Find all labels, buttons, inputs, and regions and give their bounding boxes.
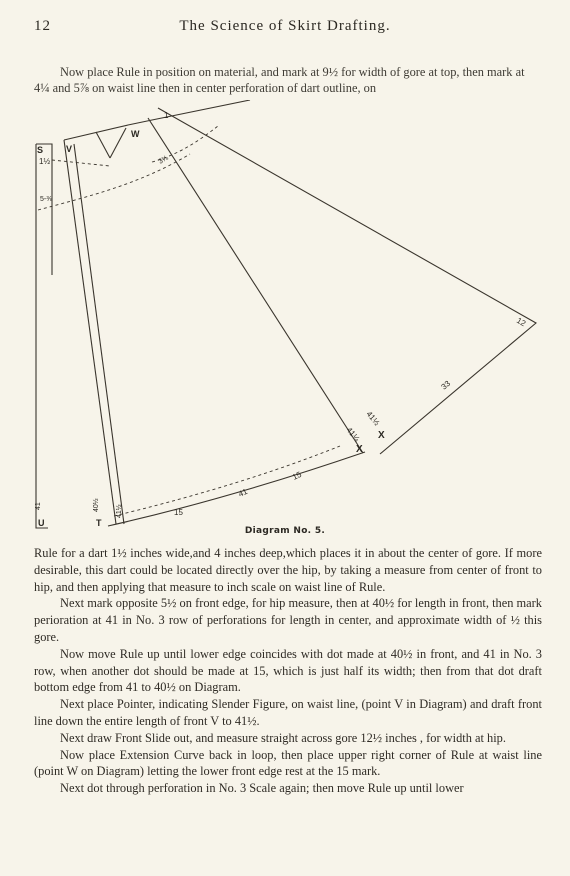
label-t-measure: 40½: [93, 498, 100, 512]
body-paragraph: Now move Rule up until lower edge coincides with dot made at 40½ in front, and 41 in No. 3 row, when another dot should be made at 15, which is just half its width; then from that dot draft bottom edge from 41 to 40½ on Diagram.: [34, 646, 542, 695]
body-paragraph: Rule for a dart 1½ inches wide,and 4 inches deep,which places it in about the center of gore. If more desirable, this dart could be located directly over the hip, by taking a measure from center of front to hip, and then applying that measure to inch scale on waist line of Rule.: [34, 546, 542, 594]
running-title: The Science of Skirt Drafting.: [179, 18, 391, 34]
label-u: U: [38, 518, 45, 528]
body-paragraph: Next mark opposite 5½ on front edge, for hip measure, then at 40½ for length in front, then mark perioration at 41 in No. 3 row of perforations for length in center, and approximate width of ½ this gore.: [34, 596, 542, 644]
body-paragraph: Now place Extension Curve back in loop, then place upper right corner of Rule at waist line (point W on Diagram) letting the lower front edge rest at the 15 mark.: [34, 747, 542, 779]
label-top-corner: 1: [164, 111, 169, 120]
bottom-dashed-curve: [114, 446, 340, 516]
label-dart-mark: 3⅛: [157, 154, 170, 166]
body-paragraph: Next draw Front Slide out, and measure straight across gore 12½ inches , for width at hip.: [60, 730, 506, 745]
label-edge-x-lower: X: [356, 444, 363, 455]
label-w: W: [131, 129, 140, 139]
inner-front-line: [74, 144, 124, 524]
front-line: [64, 140, 116, 524]
label-t: T: [96, 518, 102, 528]
label-edge-33: 33: [439, 378, 453, 392]
dart-right: [110, 128, 126, 158]
front-gore-outline: [64, 100, 250, 140]
label-edge-12: 12: [515, 315, 528, 329]
label-v: V: [66, 144, 73, 154]
label-edge-41: 41: [237, 486, 249, 499]
label-left-hip: 5-⅜: [40, 196, 53, 203]
back-gore-top-edge: [158, 108, 536, 454]
label-s: S: [37, 145, 44, 155]
intro-paragraph: [34, 64, 540, 96]
body-text: [34, 545, 542, 797]
label-s-measure: 1½: [39, 157, 51, 166]
label-u-measure: 41: [35, 502, 42, 510]
label-bottom-15: 15: [174, 508, 183, 517]
intro-text: Now place Rule in position on material, and mark at 9½ for width of gore at top, then mark at 4¼ and 5⅞ on waist line then in center perforation of dart outline, on: [34, 65, 525, 95]
body-paragraph: Next dot through perforation in No. 3 Scale again; then move Rule up until lower: [60, 781, 464, 796]
page-number: 12: [34, 18, 51, 34]
skirt-diagram: [0, 100, 570, 550]
label-t-measure-2: 41½: [116, 504, 123, 518]
hip-line-dashed: [38, 154, 190, 210]
bottom-curve: [108, 452, 365, 526]
label-edge-15: 15: [291, 469, 303, 482]
body-paragraph: Next place Pointer, indicating Slender Figure, on waist line, (point V in Diagram) and draft front line down the entire length of front V to 41½.: [34, 697, 542, 728]
diagram-drawing: [0, 100, 570, 550]
waist-dashed-line: [52, 160, 110, 166]
page-header: [34, 18, 536, 40]
label-edge-x: X: [378, 430, 385, 441]
back-gore-inner-edge: [148, 118, 363, 453]
diagram-caption: Diagram No. 5.: [244, 526, 326, 536]
dart-left: [96, 132, 110, 158]
label-edge-41-quarter: 41¼: [344, 425, 362, 444]
label-edge-41-half: 41½: [364, 409, 382, 428]
